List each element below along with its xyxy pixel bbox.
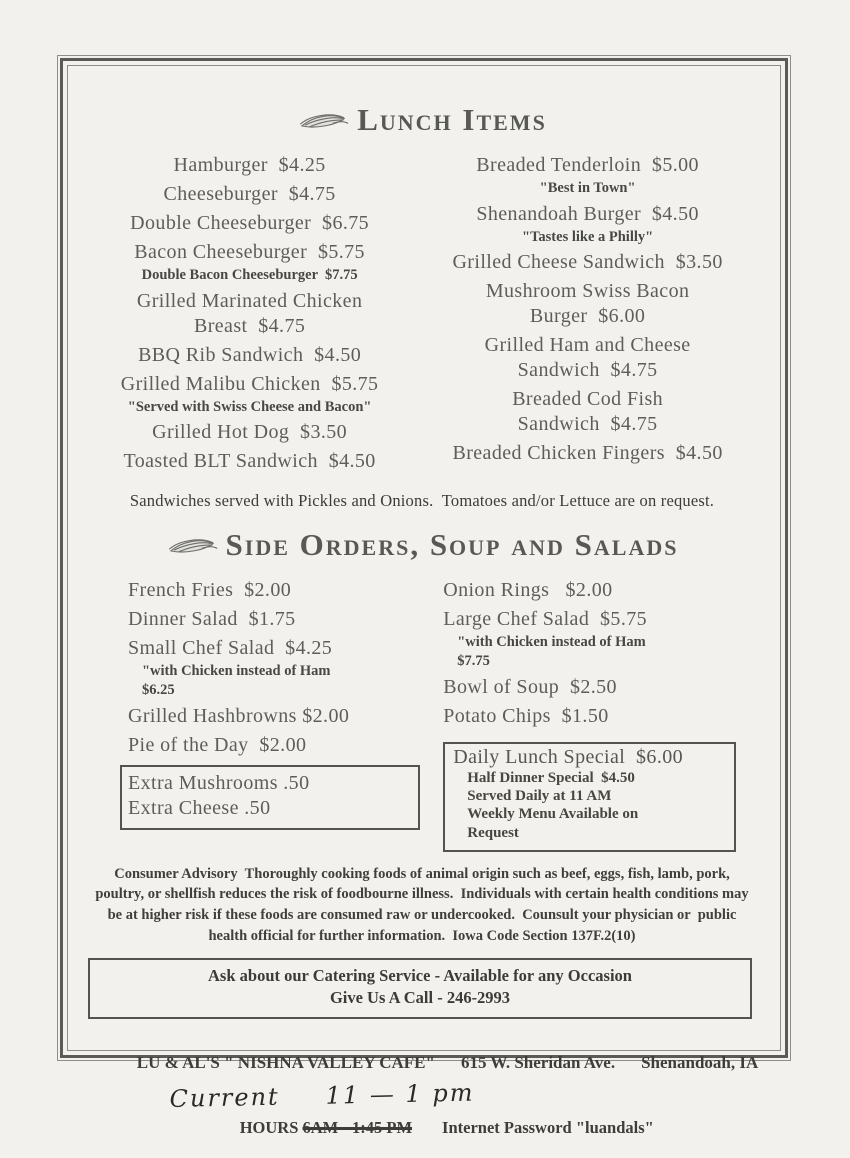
menu-item: Bacon Cheeseburger $5.75 [134, 241, 365, 263]
menu-item: Cheeseburger $4.75 [163, 183, 336, 205]
menu-item-note: "Tastes like a Philly" [522, 228, 654, 245]
menu-item-line2: Sandwich $4.75 [517, 413, 658, 436]
menu-item: Bowl of Soup $2.50 [443, 675, 617, 698]
menu-item-note: "Served with Swiss Cheese and Bacon" [127, 398, 372, 415]
menu-item: Shenandoah Burger $4.50 [476, 202, 699, 225]
menu-item: French Fries $2.00 [128, 579, 292, 602]
daily-special-box [443, 742, 736, 852]
menu-item: BBQ Rib Sandwich $4.50 [138, 343, 362, 366]
menu-item: Double Cheeseburger $6.75 [130, 212, 370, 234]
menu-item: Dinner Salad $1.75 [128, 608, 296, 631]
catering-box [88, 958, 752, 1019]
feather-swash-icon [166, 534, 218, 558]
extras-box [120, 765, 420, 830]
hours-struck-text: 6AM - 1:45 PM [302, 1117, 413, 1137]
handwritten-word: Current [169, 1082, 280, 1113]
sandwich-note: Sandwiches served with Pickles and Onions. Tomatoes and/or Lettuce are on request. [129, 491, 715, 511]
menu-item: Potato Chips $1.50 [443, 704, 609, 727]
menu-item: Grilled Hot Dog $3.50 [152, 421, 348, 444]
menu-item: Breaded Tenderloin $5.00 [476, 154, 699, 176]
menu-item: Grilled Malibu Chicken $5.75 [120, 372, 379, 395]
menu-item: Large Chef Salad $5.75 [443, 608, 648, 631]
lunch-columns [84, 148, 760, 479]
extras-line: Extra Mushrooms .50 [128, 771, 310, 794]
hours-label: HOURS [239, 1117, 299, 1137]
handwritten-time: 11 — 1 pm [325, 1078, 475, 1110]
menu-item: Breaded Chicken Fingers $4.50 [452, 442, 723, 465]
sides-columns [84, 573, 760, 852]
feather-swash-icon [297, 109, 349, 133]
menu-content [68, 66, 780, 1158]
menu-item: Toasted BLT Sandwich $4.50 [123, 450, 376, 473]
menu-item: Hamburger $4.25 [173, 154, 326, 176]
menu-item: Mushroom Swiss Bacon [485, 280, 690, 303]
daily-special-line: Request [467, 824, 519, 841]
menu-item-note: Double Bacon Cheeseburger $7.75 [141, 267, 358, 283]
daily-special-line: Weekly Menu Available on [467, 806, 639, 823]
menu-item: Grilled Cheese Sandwich $3.50 [452, 251, 723, 274]
lunch-left-column [84, 148, 415, 479]
menu-item-line2: Breast $4.75 [193, 314, 306, 337]
menu-item: Onion Rings $2.00 [443, 579, 613, 602]
catering-line: Ask about our Catering Service - Available for any Occasion [208, 966, 632, 986]
sides-right-column [415, 573, 760, 852]
menu-item-note: "Best in Town" [539, 180, 636, 196]
side-orders-heading [84, 527, 760, 563]
menu-item: Grilled Marinated Chicken [136, 289, 363, 312]
extras-line: Extra Cheese .50 [128, 796, 271, 819]
cafe-name: LU & AL'S " NISHNA VALLEY CAFE" [136, 1052, 435, 1072]
sides-left-column [84, 573, 415, 852]
menu-item: Breaded Cod Fish [512, 388, 664, 411]
lunch-items-title: Lunch Items [357, 102, 547, 137]
menu-item-note: "with Chicken instead of Ham [142, 663, 331, 680]
menu-item: Pie of the Day $2.00 [128, 733, 307, 756]
internet-password: Internet Password "luandals" [442, 1117, 654, 1137]
menu-item-line2: Sandwich $4.75 [517, 359, 658, 382]
catering-line: Give Us A Call - 246-2993 [329, 988, 511, 1008]
cafe-city: Shenandoah, IA [641, 1052, 759, 1072]
menu-item-note: $6.25 [142, 682, 175, 699]
daily-special-title: Daily Lunch Special $6.00 [453, 745, 684, 768]
lunch-items-heading [84, 102, 760, 138]
lunch-right-column [415, 148, 760, 479]
menu-item: Grilled Ham and Cheese [484, 334, 691, 357]
cafe-address: 615 W. Sheridan Ave. [460, 1052, 616, 1072]
menu-item-note: "with Chicken instead of Ham [457, 634, 646, 651]
menu-item: Grilled Hashbrowns $2.00 [128, 704, 350, 727]
menu-item: Small Chef Salad $4.25 [128, 637, 333, 660]
daily-special-line: Served Daily at 11 AM [467, 787, 612, 804]
menu-item-line2: Burger $6.00 [529, 305, 646, 328]
daily-special-line: Half Dinner Special $4.50 [467, 769, 635, 786]
menu-item-note: $7.75 [457, 653, 490, 670]
side-orders-title: Side Orders, Soup and Salads [225, 527, 679, 563]
handwritten-hours-note [149, 1051, 474, 1114]
consumer-advisory: Consumer Advisory Thoroughly cooking foods of animal origin such as beef, eggs, fish, lamb, pork, poultry, or shellfish reduces the risk of foodbourne illness. Individuals with certain health conditions may be at higher risk if these foods are consumed raw or undercooked. Counsult your physician or public health official for further information. Iowa Code Section 137F.2(10) [95, 865, 753, 944]
